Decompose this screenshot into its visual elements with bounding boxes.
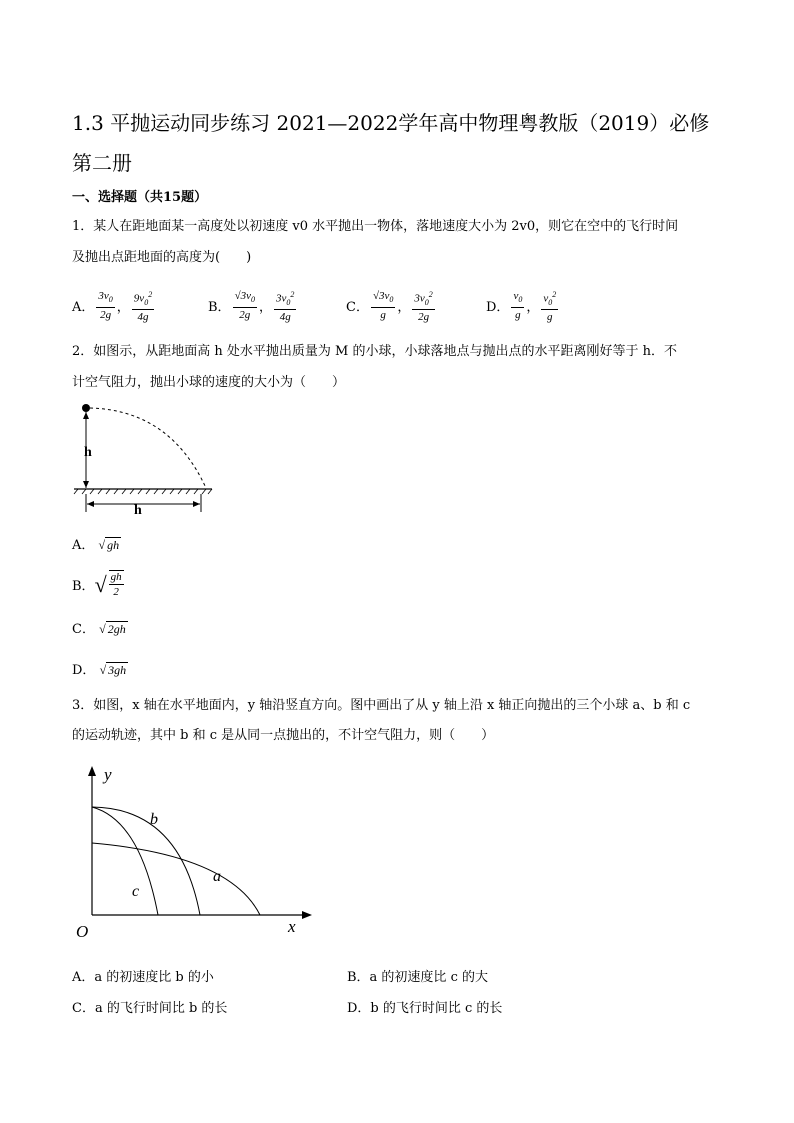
fraction: $\frac{3v_0^2}{2g}$	[414, 290, 433, 323]
option-letter: B．	[72, 579, 95, 594]
label-h-vertical: h	[84, 445, 92, 460]
sqrt-symbol: √	[94, 571, 107, 597]
option-letter: C．	[346, 300, 369, 316]
label-a: a	[213, 868, 221, 885]
page-title: 1.3 平抛运动同步练习 2021—2022学年高中物理粤教版（2019）必修第二册	[72, 111, 710, 175]
option-letter: A．	[72, 300, 95, 316]
sqrt-expression: √ 2gh	[99, 622, 126, 636]
question-2-line-2: 计空气阻力，抛出小球的速度的大小为（ ）	[72, 375, 346, 390]
arrowhead-down	[83, 481, 89, 488]
question-2-option-b[interactable]	[72, 570, 126, 599]
label-c: c	[132, 883, 140, 900]
question-3-option-a[interactable]: A．a 的初速度比 b 的小	[72, 970, 214, 985]
fraction: $\frac{√3v_0}{g}$	[372, 290, 394, 321]
fraction: $\frac{v_0^2}{g}$	[543, 290, 557, 323]
trajectory-curve	[90, 408, 206, 488]
question-3-line-2: 的运动轨迹，其中 b 和 c 是从同一点抛出的，不计空气阻力，则（ ）	[72, 728, 495, 743]
question-2-option-d[interactable]	[72, 659, 128, 678]
option-letter: B．	[208, 300, 231, 316]
trajectory-graph	[70, 760, 330, 940]
ball	[82, 404, 90, 412]
arrowhead-left	[87, 501, 94, 507]
fraction: $\frac{9v_0^2}{4g}$	[133, 290, 153, 323]
origin-label: O	[76, 922, 89, 940]
x-axis-arrow	[302, 911, 312, 919]
question-1-option-d[interactable]: D． $\frac{v_0}{g}$ ， $\frac{v_0^2}{g}$	[486, 290, 557, 323]
fraction: $\frac{v_0}{g}$	[513, 290, 523, 321]
question-3-line-1: 3．如图，x 轴在水平地面内，y 轴沿竖直方向。图中画出了从 y 轴上沿 x 轴正向抛出的三个小球 a、b 和 c	[72, 698, 691, 713]
y-axis-label: y	[104, 765, 112, 784]
sqrt-expression: √ gh	[98, 538, 120, 552]
question-3-option-d[interactable]: D．b 的飞行时间比 c 的长	[347, 1001, 503, 1016]
sqrt-expression: √ 3gh	[99, 663, 127, 677]
fraction: $\frac{3v_0}{2g}$	[98, 290, 113, 321]
arrowhead-up	[83, 412, 89, 419]
arrowhead-right	[193, 501, 200, 507]
question-3-option-b[interactable]: B．a 的初速度比 c 的大	[347, 970, 488, 985]
fraction: $\frac{gh}{2}$	[110, 571, 122, 598]
question-3-option-c[interactable]: C．a 的飞行时间比 b 的长	[72, 1001, 228, 1016]
trajectory-c	[92, 807, 158, 915]
question-1-line-2: 及抛出点距地面的高度为( )	[72, 250, 252, 265]
question-2-line-1: 2．如图示，从距地面高 h 处水平抛出质量为 M 的小球，小球落地点与抛出点的水平距离刚好等于 h．不	[72, 344, 677, 359]
question-2-option-c[interactable]	[72, 618, 128, 637]
question-1-option-b[interactable]: B． $\frac{√3v_0}{2g}$ ， $\frac{3v_0^2}{4g}$	[208, 290, 295, 323]
option-letter: D．	[72, 663, 96, 678]
option-letter: D．	[486, 300, 510, 316]
question-1-option-c[interactable]: C． $\frac{√3v_0}{g}$ ， $\frac{3v_0^2}{2g}$	[346, 290, 433, 323]
fraction: $\frac{3v_0^2}{4g}$	[276, 290, 295, 323]
projectile-diagram	[70, 398, 220, 520]
question-2-option-a[interactable]	[72, 534, 121, 553]
label-h-horizontal: h	[134, 503, 142, 518]
option-letter: C．	[72, 622, 95, 637]
label-b: b	[150, 811, 158, 828]
trajectory-b	[92, 807, 200, 915]
y-axis-arrow	[88, 766, 96, 776]
option-letter: A．	[72, 538, 95, 553]
x-axis-label: x	[288, 917, 296, 936]
trajectory-a	[92, 843, 260, 915]
ground-hatching	[74, 489, 212, 494]
section-heading: 一、选择题（共15题）	[72, 190, 208, 205]
fraction: $\frac{√3v_0}{2g}$	[234, 290, 255, 321]
question-1-option-a[interactable]: A． $\frac{3v_0}{2g}$ ， $\frac{9v_0^2}{4g}$	[72, 290, 153, 323]
question-1-line-1: 1．某人在距地面某一高度处以初速度 v0 水平抛出一物体，落地速度大小为 2v0，则它在空中的飞行时间	[72, 219, 679, 234]
